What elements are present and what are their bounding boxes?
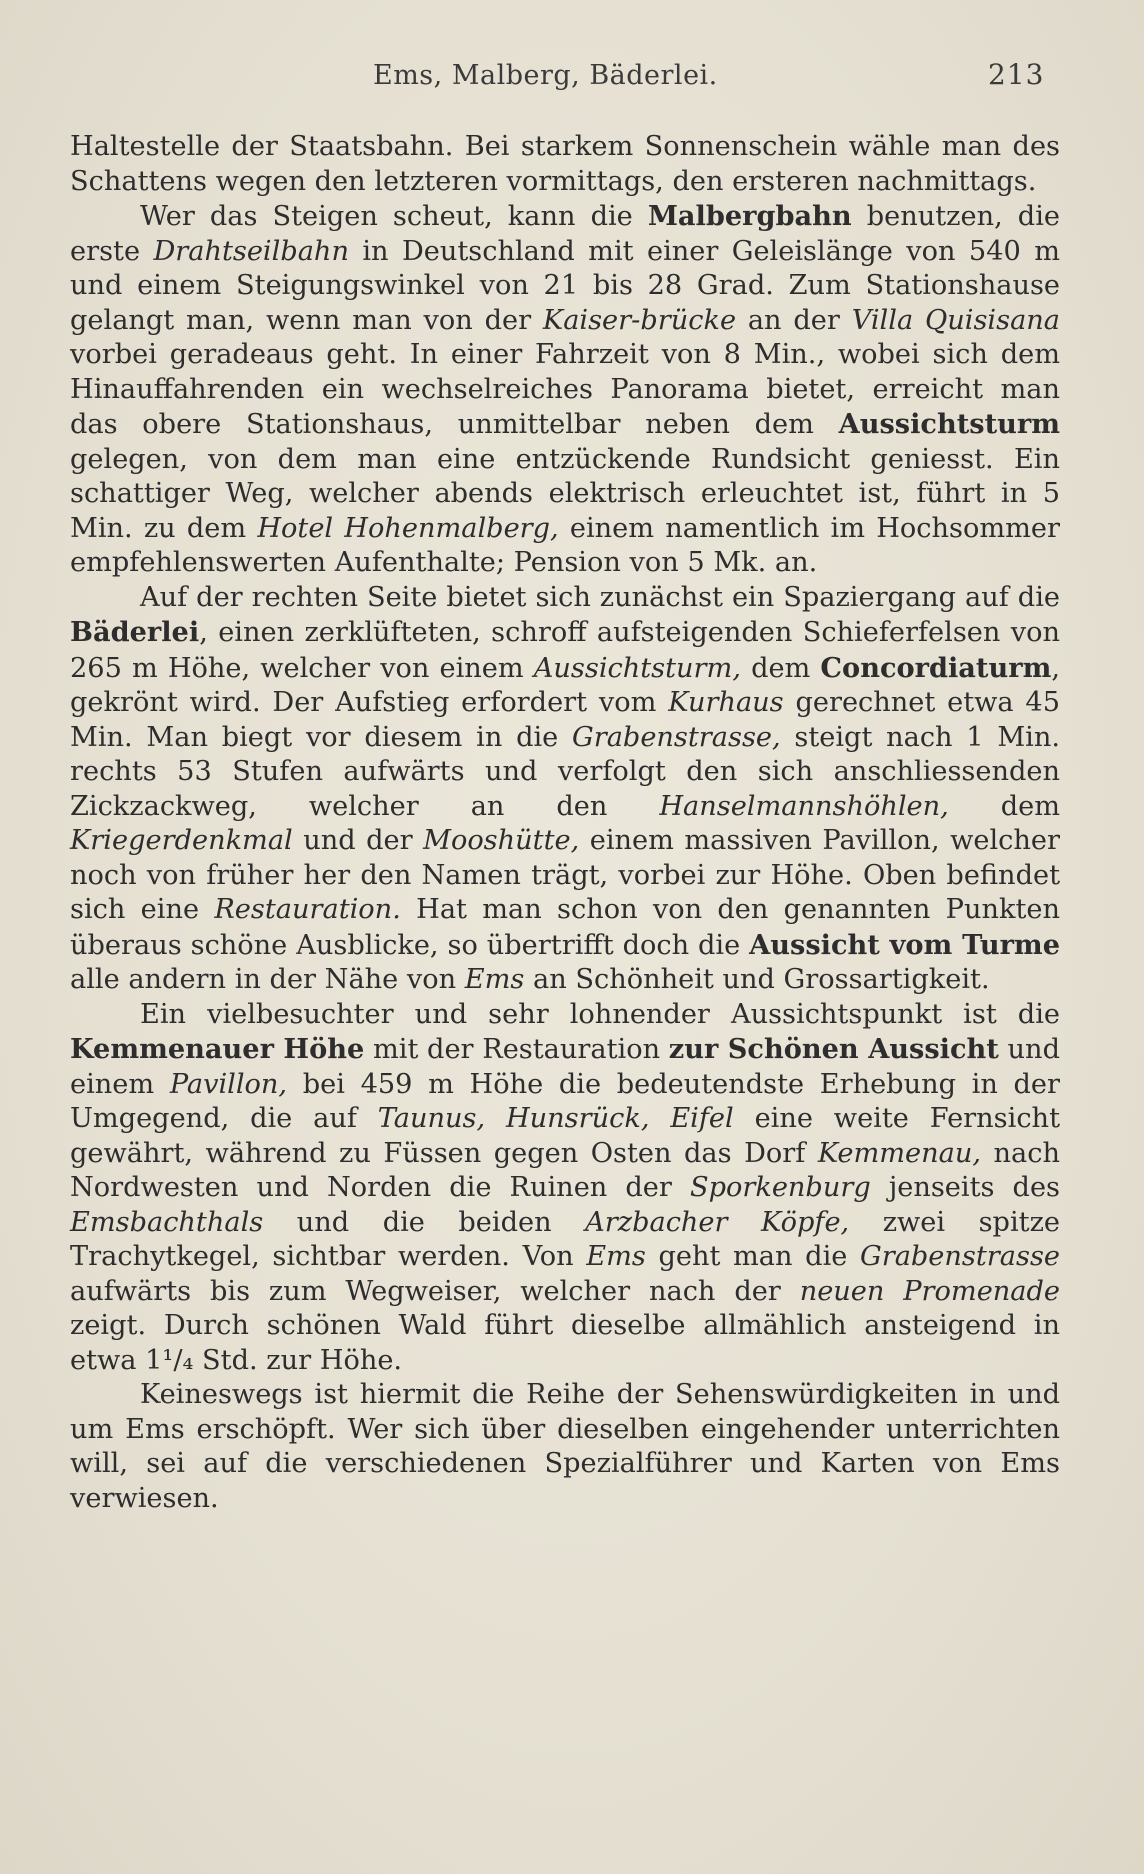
text-run: zeigt. Durch schönen Wald führt dieselbe allmählich ansteigend in etwa 1¹/₄ Std. zur Höhe.: [70, 1310, 1060, 1376]
text-run: in Deutschland mit einer Geleislänge von 540 m und einem Steigungswinkel von 21 bis 28 Grad. Zum Stationshause gelangt man, wenn man von der: [70, 235, 1060, 336]
bold-text: Concordiaturm: [820, 651, 1052, 684]
text-run: Auf der rechten Seite bietet sich zunächst ein Spaziergang auf die: [140, 581, 1060, 613]
italic-text: Grabenstrasse,: [572, 721, 781, 753]
running-head-title: Ems, Malberg, Bäderlei.: [373, 60, 718, 91]
bold-text: Bäderlei: [70, 616, 200, 648]
text-run: gerechnet etwa 45 Min. Man biegt vor diesem in die: [70, 687, 1060, 753]
italic-text: Aussichtsturm,: [533, 652, 741, 684]
text-run: und die beiden: [263, 1206, 586, 1238]
text-run: Wer das Steigen scheut, kann die: [140, 201, 648, 232]
italic-text: Ems: [586, 1241, 646, 1272]
bold-text: Aussicht vom Turme: [749, 928, 1060, 961]
bold-text: Malbergbahn: [647, 200, 852, 232]
bold-text: zur Schönen Aussicht: [668, 1033, 999, 1065]
text-run: Hat man schon von den genannten Punkten überaus schöne Ausblicke, so übertrifft doch die: [70, 894, 1060, 961]
italic-text: Taunus, Hunsrück, Eifel: [377, 1103, 734, 1134]
italic-text: neuen Promenade: [799, 1275, 1061, 1307]
text-run: Ein vielbesuchter und sehr lohnender Aussichtspunkt ist die: [140, 998, 1060, 1030]
text-run: steigt nach 1 Min. rechts 53 Stufen aufwärts und verfolgt den sich anschliessenden Zickzackweg, welcher an den: [70, 721, 1061, 822]
text-run: an Schönheit und Grossartigkeit.: [524, 964, 990, 995]
text-run: aufwärts bis zum Wegweiser, welcher nach der: [70, 1275, 800, 1307]
paragraph: [70, 581, 1060, 998]
text-run: zwei spitze Trachytkegel, sichtbar werden. Von: [70, 1206, 1060, 1272]
italic-text: Mooshütte,: [423, 825, 580, 856]
italic-text: Drahtseilbahn: [153, 235, 349, 267]
page-number: 213: [988, 58, 1045, 91]
text-run: Keineswegs ist hiermit die Reihe der Sehenswürdigkeiten in und um Ems erschöpft. Wer sich über dieselben eingehender unterrichten will, sei auf die verschiedenen Spezialführer und Karten von Ems verwiesen.: [70, 1379, 1060, 1514]
bold-text: Aussichtsturm: [838, 408, 1060, 440]
italic-text: Ems: [464, 964, 525, 995]
text-run: Haltestelle der Staatsbahn. Bei starkem Sonnenschein wähle man des Schattens wegen den letzteren vormittags, den ersteren nachmittags.: [70, 131, 1060, 197]
text-run: dem: [740, 652, 821, 684]
italic-text: Restauration.: [214, 894, 401, 925]
body-text: [70, 130, 1060, 1516]
paragraph: [70, 998, 1060, 1379]
bold-text: Kemmenauer Höhe: [70, 1033, 365, 1065]
italic-text: Kaiser-brücke: [542, 304, 737, 336]
italic-text: Arzbacher Köpfe,: [585, 1206, 850, 1238]
text-run: , gekrönt wird. Der Aufstieg erfordert vom: [70, 652, 1060, 718]
text-run: dem: [948, 790, 1060, 822]
text-run: alle andern in der Nähe von: [70, 964, 465, 995]
italic-text: Grabenstrasse: [859, 1241, 1060, 1272]
text-run: an der: [736, 304, 852, 336]
paragraph: [70, 1378, 1060, 1516]
text-run: nach Nordwesten und Norden die Ruinen der: [70, 1137, 1060, 1203]
text-run: mit der Restauration: [364, 1034, 669, 1065]
italic-text: Sporkenburg: [689, 1172, 871, 1203]
text-run: einem massiven Pavillon, welcher noch von früher her den Namen trägt, vorbei zur Höhe. Oben befindet sich eine: [70, 825, 1061, 925]
italic-text: Villa Quisisana: [851, 304, 1060, 336]
italic-text: Kriegerdenkmal: [70, 825, 293, 856]
paragraph: [70, 130, 1060, 199]
italic-text: Hanselmannshöhlen,: [659, 790, 949, 822]
italic-text: Emsbachthals: [70, 1206, 264, 1238]
text-run: eine weite Fernsicht gewährt, während zu Füssen gegen Osten das Dorf: [70, 1103, 1060, 1169]
italic-text: Pavillon,: [169, 1068, 288, 1100]
text-run: und der: [292, 825, 424, 856]
text-run: benutzen, die erste: [70, 201, 1060, 267]
text-run: einem namentlich im Hochsommer empfehlenswerten Aufenthalte; Pension von 5 Mk. an.: [70, 512, 1060, 578]
italic-text: Kurhaus: [668, 687, 784, 718]
text-run: jenseits des: [870, 1172, 1060, 1203]
running-head: [0, 58, 1144, 98]
text-run: und einem: [70, 1034, 1060, 1100]
text-run: geht man die: [645, 1241, 860, 1272]
paragraph: [70, 199, 1060, 581]
italic-text: Hotel Hohenmalberg,: [257, 512, 559, 544]
text-run: gelegen, von dem man eine entzückende Rundsicht geniesst. Ein schattiger Weg, welcher abends elektrisch erleuchtet ist, führt in 5 Min. zu dem: [70, 443, 1060, 544]
text-run: vorbei geradeaus geht. In einer Fahrzeit von 8 Min., wobei sich dem Hinauffahrenden ein wechselreiches Panorama bietet, erreicht man das obere Stationshaus, unmittelbar neben dem: [70, 339, 1060, 440]
text-run: bei 459 m Höhe die bedeutendste Erhebung in der Umgegend, die auf: [70, 1068, 1060, 1134]
italic-text: Kemmenau,: [817, 1137, 982, 1169]
text-run: , einen zerklüfteten, schroff aufsteigenden Schieferfelsen von 265 m Höhe, welcher von einem: [70, 617, 1060, 684]
